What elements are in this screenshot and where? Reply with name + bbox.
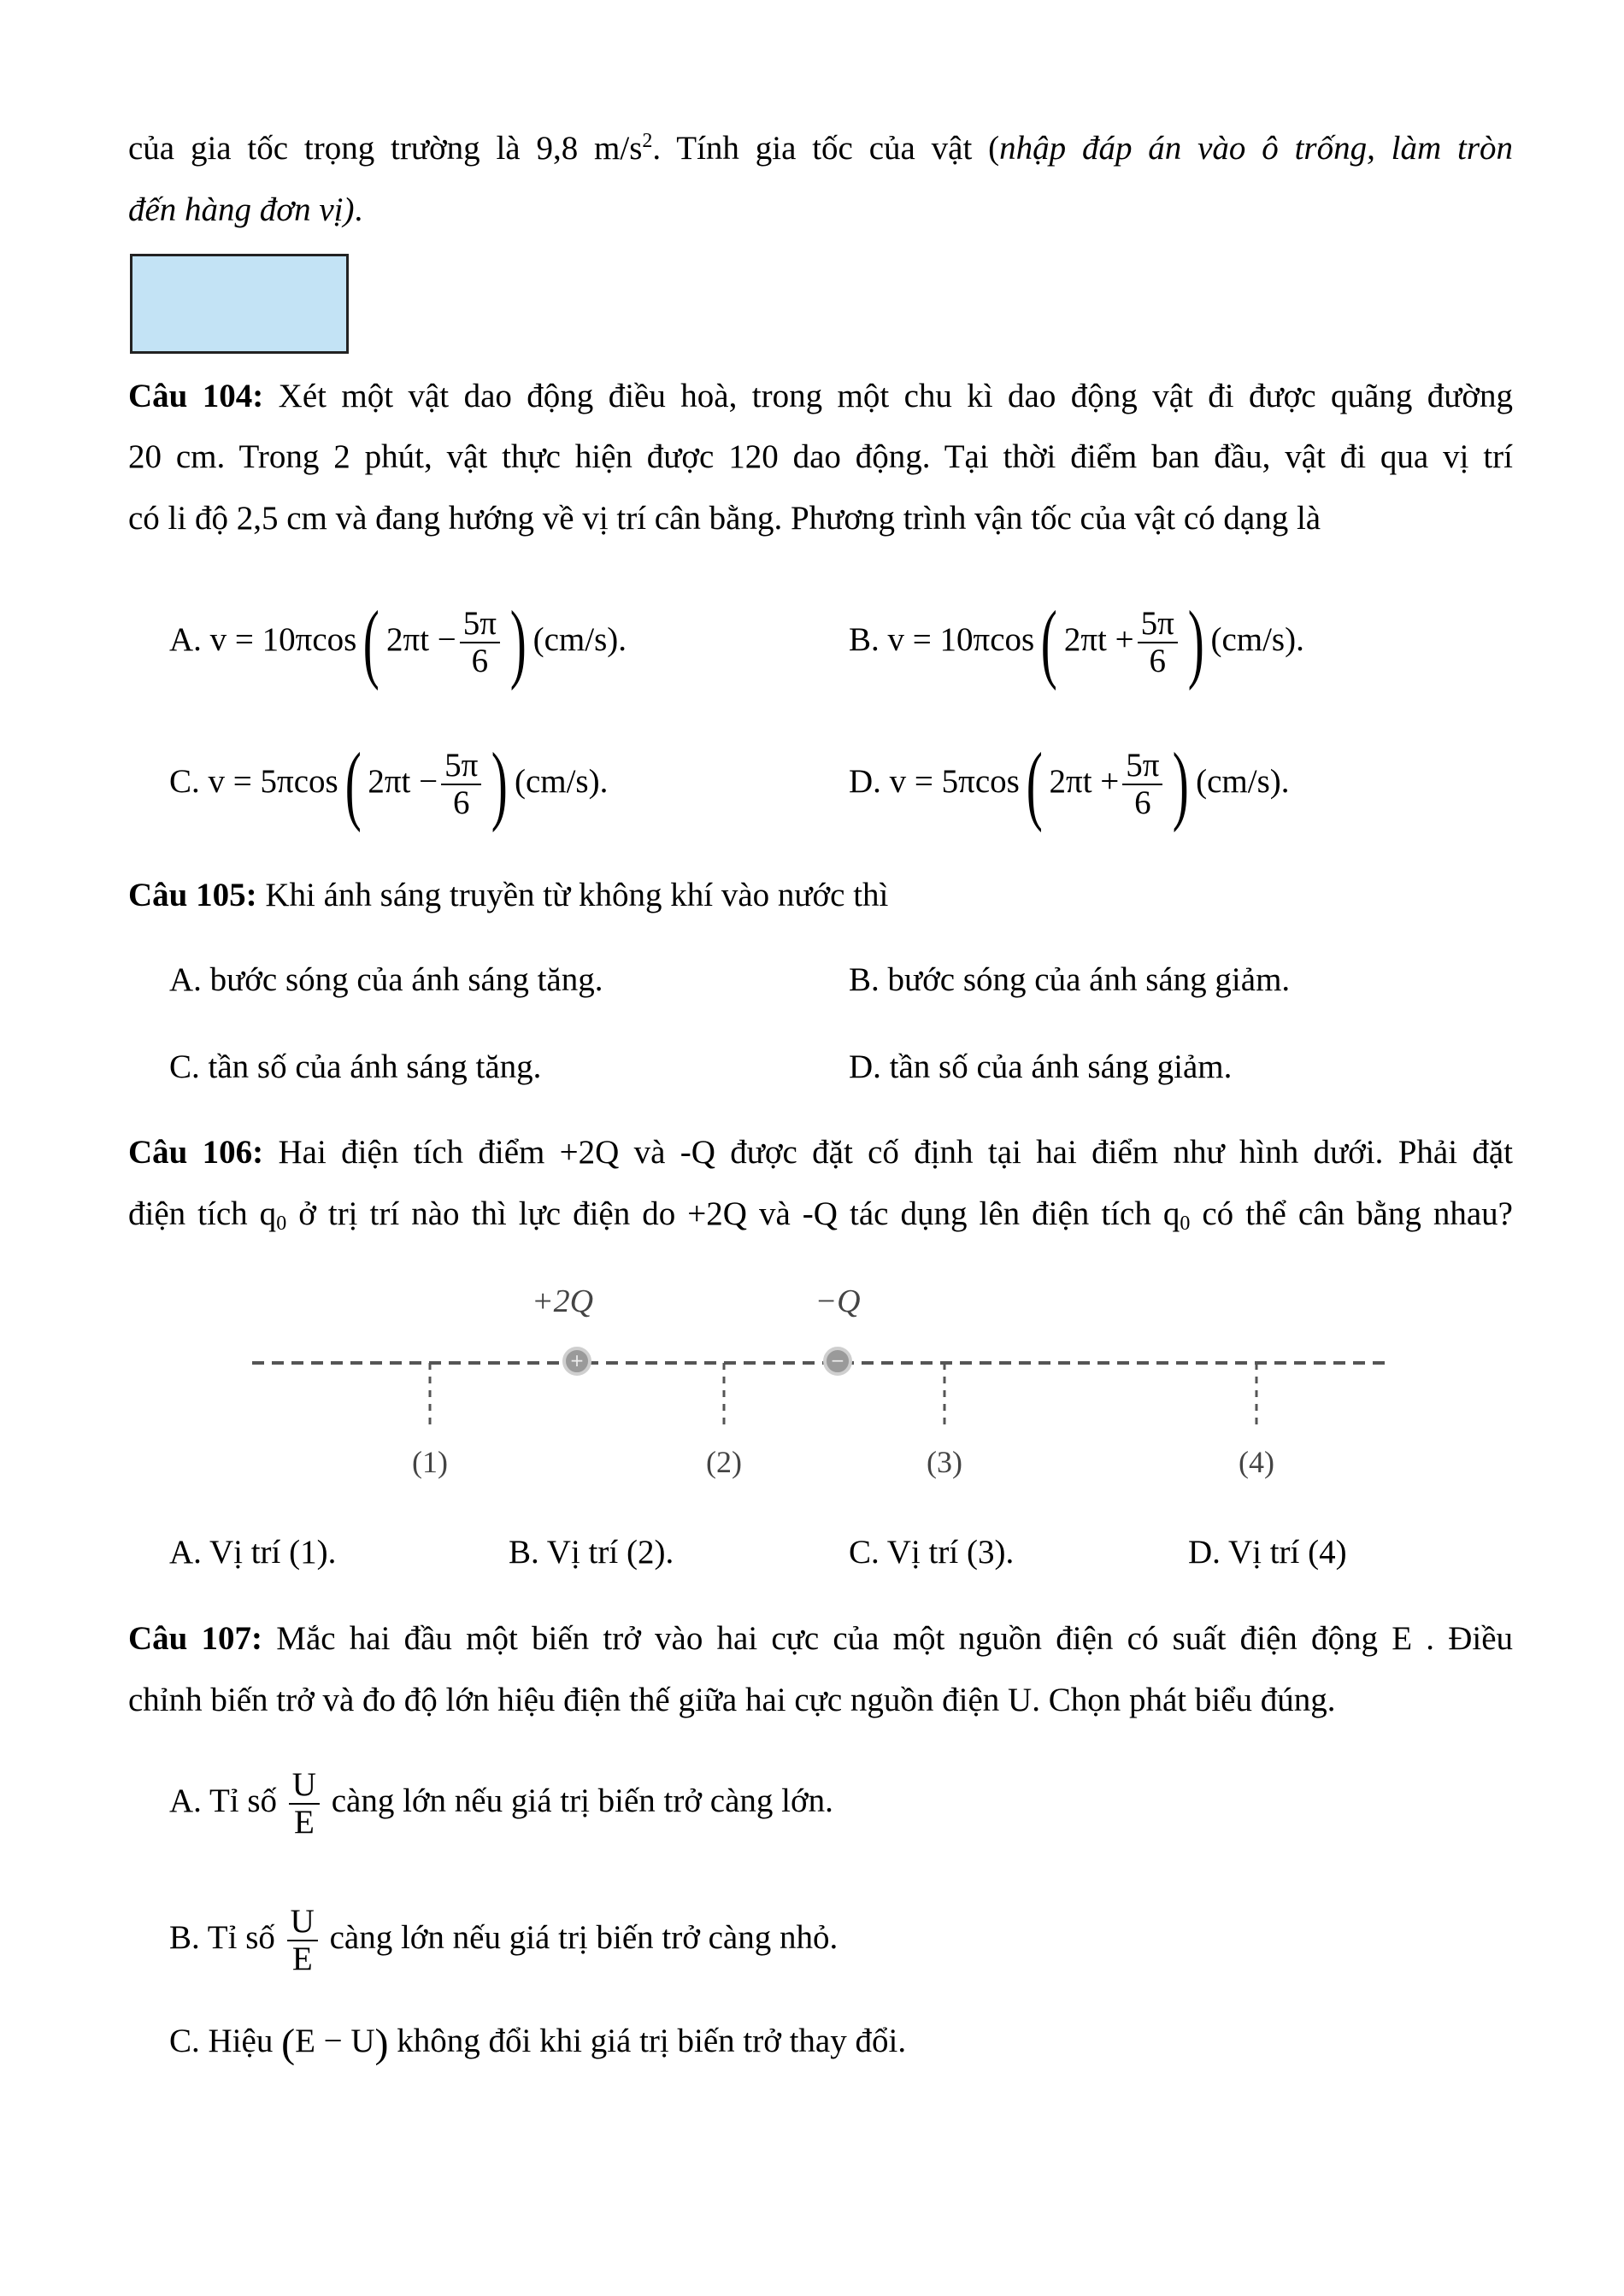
fraction-den: 6: [452, 784, 470, 821]
q106-option-d[interactable]: D. Vị trí (4): [1188, 1534, 1347, 1571]
q104-line-2: [128, 437, 1513, 478]
q106-option-b[interactable]: B. Vị trí (2).: [509, 1534, 674, 1571]
intro-instruction-cont: đến hàng đơn vị): [128, 191, 355, 228]
q104-option-c[interactable]: [169, 735, 609, 833]
intro-line-1: [128, 128, 1513, 169]
q107-line-1: [128, 1618, 1513, 1659]
q105-option-d[interactable]: D. tần số của ánh sáng giảm.: [849, 1048, 1233, 1085]
option-a-text: càng lớn nếu giá trị biến trở càng lớn.: [331, 1782, 833, 1819]
q106-text-1: Hai điện tích điểm +2Q và -Q được đặt cố định tại hai điểm như hình dưới. Phải đặt: [263, 1134, 1514, 1171]
fraction: [1122, 748, 1162, 821]
intro-text-a: của gia tốc trọng trường là 9,8 m/s: [128, 130, 643, 167]
option-unit: (cm/s): [533, 620, 619, 658]
svg-text:+: +: [569, 1350, 585, 1371]
answer-input-box[interactable]: [130, 254, 349, 354]
option-end: .: [618, 620, 627, 658]
q106-text-2c: có thể cân bằng nhau?: [1190, 1195, 1513, 1232]
q106-line-1: [128, 1132, 1513, 1173]
q107-option-b[interactable]: [169, 1904, 838, 1977]
option-letter: A.: [169, 620, 202, 658]
q106-subscript-2: 0: [1180, 1213, 1191, 1235]
option-inner: 2πt +: [1063, 620, 1134, 658]
left-paren: (: [281, 2021, 296, 2067]
option-inner: 2πt +: [1049, 762, 1120, 800]
charge-position-diagram: [248, 1277, 1393, 1491]
option-b-prefix: B. Tỉ số: [169, 1918, 275, 1956]
q104-option-d[interactable]: [849, 735, 1290, 833]
fraction-num: 5π: [460, 606, 500, 643]
q106-label: Câu 106:: [128, 1134, 264, 1171]
option-letter: D.: [849, 762, 881, 800]
fraction-den: E: [291, 1941, 313, 1977]
q106-subscript-1: 0: [276, 1213, 287, 1235]
q105-text: Khi ánh sáng truyền từ không khí vào nước thì: [256, 877, 889, 913]
option-unit: (cm/s): [1210, 620, 1297, 658]
position-1-label: (1): [412, 1445, 448, 1479]
option-c-text: không đổi khi giá trị biến trở thay đổi.: [397, 2023, 907, 2059]
option-inner: 2πt −: [368, 762, 438, 800]
fraction-den: 6: [471, 643, 489, 679]
q107-text-1: Mắc hai đầu một biến trở vào hai cực của một nguồn điện có suất điện động E . Điều: [262, 1620, 1514, 1657]
q104-option-b[interactable]: [849, 593, 1304, 691]
q104-option-a[interactable]: [169, 593, 627, 691]
option-c-expression: E − U: [295, 2023, 375, 2059]
q104-label: Câu 104:: [128, 378, 264, 414]
fraction-den: 6: [1134, 784, 1151, 821]
position-4-label: (4): [1239, 1445, 1274, 1479]
fraction: [441, 748, 481, 821]
q106-text-2a: điện tích q: [128, 1195, 277, 1232]
ratio-fraction: [289, 1767, 320, 1841]
intro-superscript: 2: [642, 130, 653, 152]
option-unit: (cm/s): [514, 762, 600, 800]
q107-option-a[interactable]: [169, 1767, 833, 1841]
q105-line-1: [128, 875, 1513, 916]
fraction: [460, 606, 500, 679]
option-lhs: v = 5πcos: [889, 762, 1020, 800]
fraction-num: 5π: [1122, 748, 1162, 785]
q104-line-3: [128, 498, 1513, 539]
option-lhs: v = 5πcos: [208, 762, 338, 800]
fraction-num: U: [289, 1767, 320, 1805]
q107-label: Câu 107:: [128, 1620, 263, 1657]
right-paren: ): [1173, 735, 1190, 833]
fraction-num: 5π: [441, 748, 481, 785]
option-inner: 2πt −: [386, 620, 456, 658]
q104-text-3: có li độ 2,5 cm và đang hướng về vị trí cân bằng. Phương trình vận tốc của vật có dạng là: [128, 500, 1321, 537]
option-end: .: [1280, 762, 1290, 800]
q105-option-b[interactable]: B. bước sóng của ánh sáng giảm.: [849, 961, 1291, 998]
option-letter: C.: [169, 762, 200, 800]
right-paren: ): [491, 735, 509, 833]
intro-instruction: nhập đáp án vào ô trống, làm tròn: [999, 130, 1514, 167]
q104-line-1: [128, 376, 1513, 417]
intro-line-2: [128, 190, 1513, 231]
right-paren: ): [1187, 593, 1204, 691]
svg-text:−: −: [830, 1350, 845, 1371]
q104-text-2: 20 cm. Trong 2 phút, vật thực hiện được 120 dao động. Tại thời điểm ban đầu, vật đi qua vị trí: [128, 438, 1513, 475]
option-end: .: [1296, 620, 1304, 658]
q107-line-2: [128, 1680, 1513, 1721]
fraction-num: 5π: [1138, 606, 1178, 643]
right-paren: ): [374, 2021, 389, 2067]
position-2-label: (2): [706, 1445, 742, 1479]
option-c-prefix: C. Hiệu: [169, 2023, 274, 2059]
left-paren: (: [1040, 593, 1058, 691]
right-paren: ): [509, 593, 527, 691]
option-a-prefix: A. Tỉ số: [169, 1782, 278, 1819]
option-letter: B.: [849, 620, 880, 658]
intro-period: .: [354, 191, 363, 228]
option-lhs: v = 10πcos: [887, 620, 1035, 658]
option-b-text: càng lớn nếu giá trị biến trở càng nhỏ.: [329, 1918, 838, 1956]
q106-text-2b: ở trị trí nào thì lực điện do +2Q và -Q tác dụng lên điện tích q: [286, 1195, 1180, 1232]
option-lhs: v = 10πcos: [209, 620, 357, 658]
q106-option-a[interactable]: A. Vị trí (1).: [169, 1534, 337, 1571]
left-paren: (: [344, 735, 362, 833]
ratio-fraction: [287, 1904, 318, 1977]
fraction-den: 6: [1149, 643, 1166, 679]
q105-label: Câu 105:: [128, 877, 257, 913]
fraction-num: U: [287, 1904, 318, 1941]
positive-charge-label: +2Q: [531, 1283, 594, 1319]
position-3-label: (3): [927, 1445, 962, 1479]
intro-text-b: . Tính gia tốc của vật (: [652, 130, 1000, 167]
option-unit: (cm/s): [1196, 762, 1281, 800]
option-end: .: [599, 762, 609, 800]
q104-text-1: Xét một vật dao động điều hoà, trong một chu kì dao động vật đi được quãng đường: [263, 378, 1514, 414]
q105-option-c[interactable]: C. tần số của ánh sáng tăng.: [169, 1048, 542, 1085]
q105-option-a[interactable]: A. bước sóng của ánh sáng tăng.: [169, 961, 603, 998]
q107-option-c[interactable]: [169, 2021, 907, 2067]
negative-charge-label: −Q: [815, 1283, 861, 1319]
q106-line-2: [128, 1194, 1513, 1235]
q106-option-c[interactable]: C. Vị trí (3).: [849, 1534, 1015, 1571]
fraction: [1138, 606, 1178, 679]
fraction-den: E: [293, 1804, 315, 1841]
q107-text-2: chỉnh biến trở và đo độ lớn hiệu điện thế giữa hai cực nguồn điện U. Chọn phát biểu đúng.: [128, 1682, 1336, 1718]
left-paren: (: [1026, 735, 1043, 833]
left-paren: (: [363, 593, 380, 691]
